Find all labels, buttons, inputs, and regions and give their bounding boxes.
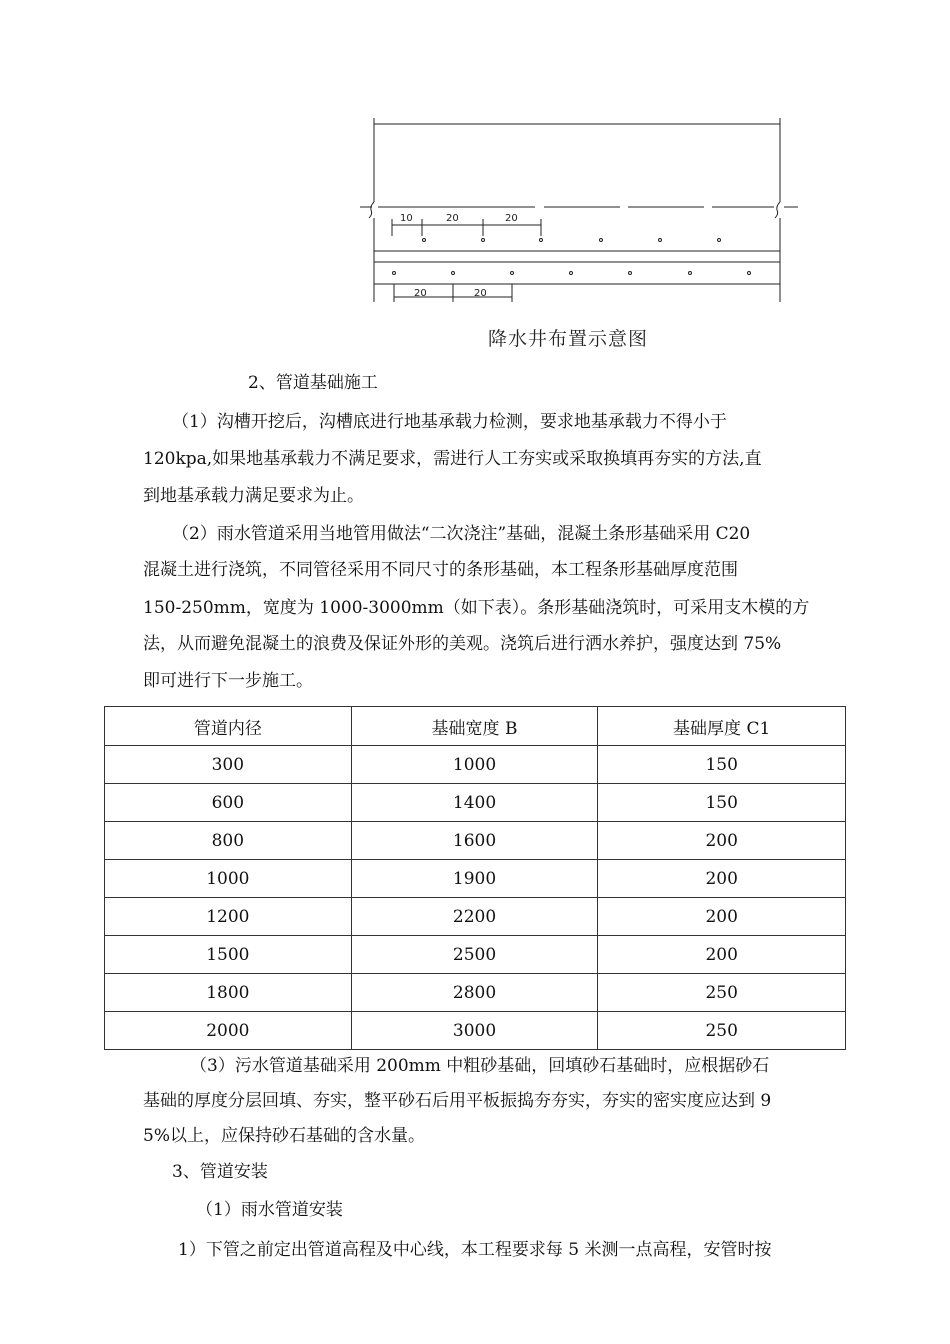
table-cell: 150 [598, 746, 846, 784]
table-cell: 600 [105, 784, 352, 822]
section2-heading: 2、管道基础施工 [248, 373, 378, 393]
table-cell: 1000 [105, 860, 352, 898]
dim-top-2: 20 [446, 213, 459, 224]
table-row [105, 974, 846, 1012]
p3-line3: 5%以上，应保持砂石基础的含水量。 [143, 1126, 425, 1146]
dewatering-well-diagram [0, 0, 950, 360]
header-pipe-diameter: 管道内径 [105, 707, 352, 746]
table-row [105, 936, 846, 974]
table-cell: 250 [598, 1012, 846, 1050]
header-base-width: 基础宽度 B [351, 707, 598, 746]
section3-heading: 3、管道安装 [172, 1162, 268, 1182]
table-row [105, 898, 846, 936]
section2-p2-line3: 150-250mm，宽度为 1000-3000mm（如下表）。条形基础浇筑时，可采用支木模的方 [143, 598, 810, 618]
table-cell: 300 [105, 746, 352, 784]
table-cell: 2800 [351, 974, 598, 1012]
table-cell: 200 [598, 822, 846, 860]
section2-p2-line5: 即可进行下一步施工。 [143, 671, 313, 691]
section2-p2-line1: （2）雨水管道采用当地管用做法“二次浇注”基础，混凝土条形基础采用 C20 [172, 524, 751, 544]
dim-bottom-2: 20 [474, 288, 487, 299]
dim-bottom-1: 20 [414, 288, 427, 299]
table-cell: 250 [598, 974, 846, 1012]
section2-p2-line4: 法，从而避免混凝土的浪费及保证外形的美观。浇筑后进行洒水养护，强度达到 75% [143, 634, 782, 654]
section3-sub1: （1）雨水管道安装 [196, 1200, 343, 1220]
table-cell: 200 [598, 860, 846, 898]
table-cell: 1200 [105, 898, 352, 936]
dim-top-1: 10 [400, 213, 413, 224]
table-header-row [105, 707, 846, 746]
table-cell: 800 [105, 822, 352, 860]
table-cell: 1400 [351, 784, 598, 822]
section2-p1-line2: 120kpa,如果地基承载力不满足要求，需进行人工夯实或采取换填再夯实的方法,直 [143, 449, 762, 469]
table-cell: 150 [598, 784, 846, 822]
table-cell: 2000 [105, 1012, 352, 1050]
p3-line2: 基础的厚度分层回填、夯实，整平砂石后用平板振捣夯夯实，夯实的密实度应达到 9 [143, 1091, 772, 1111]
dim-top-3: 20 [505, 213, 518, 224]
table-cell: 200 [598, 936, 846, 974]
section3-item1: 1）下管之前定出管道高程及中心线，本工程要求每 5 米测一点高程，安管时按 [178, 1240, 772, 1260]
p3-line1: （3）污水管道基础采用 200mm 中粗砂基础，回填砂石基础时，应根据砂石 [190, 1056, 770, 1076]
section2-p1-line1: （1）沟槽开挖后，沟槽底进行地基承载力检测，要求地基承载力不得小于 [172, 412, 727, 432]
table-cell: 1500 [105, 936, 352, 974]
table-cell: 200 [598, 898, 846, 936]
table-cell: 1900 [351, 860, 598, 898]
table-cell: 1600 [351, 822, 598, 860]
table-row [105, 746, 846, 784]
table-cell: 1000 [351, 746, 598, 784]
foundation-size-table [104, 706, 846, 1050]
table-cell: 3000 [351, 1012, 598, 1050]
header-base-thickness: 基础厚度 C1 [598, 707, 846, 746]
table-row [105, 822, 846, 860]
table-row [105, 860, 846, 898]
table-row [105, 1012, 846, 1050]
figure-caption: 降水井布置示意图 [488, 328, 649, 350]
table-cell: 2200 [351, 898, 598, 936]
table-cell: 1800 [105, 974, 352, 1012]
section2-p2-line2: 混凝土进行浇筑，不同管径采用不同尺寸的条形基础，本工程条形基础厚度范围 [143, 560, 738, 580]
section2-p1-line3: 到地基承载力满足要求为止。 [143, 486, 364, 506]
table-row [105, 784, 846, 822]
table-cell: 2500 [351, 936, 598, 974]
